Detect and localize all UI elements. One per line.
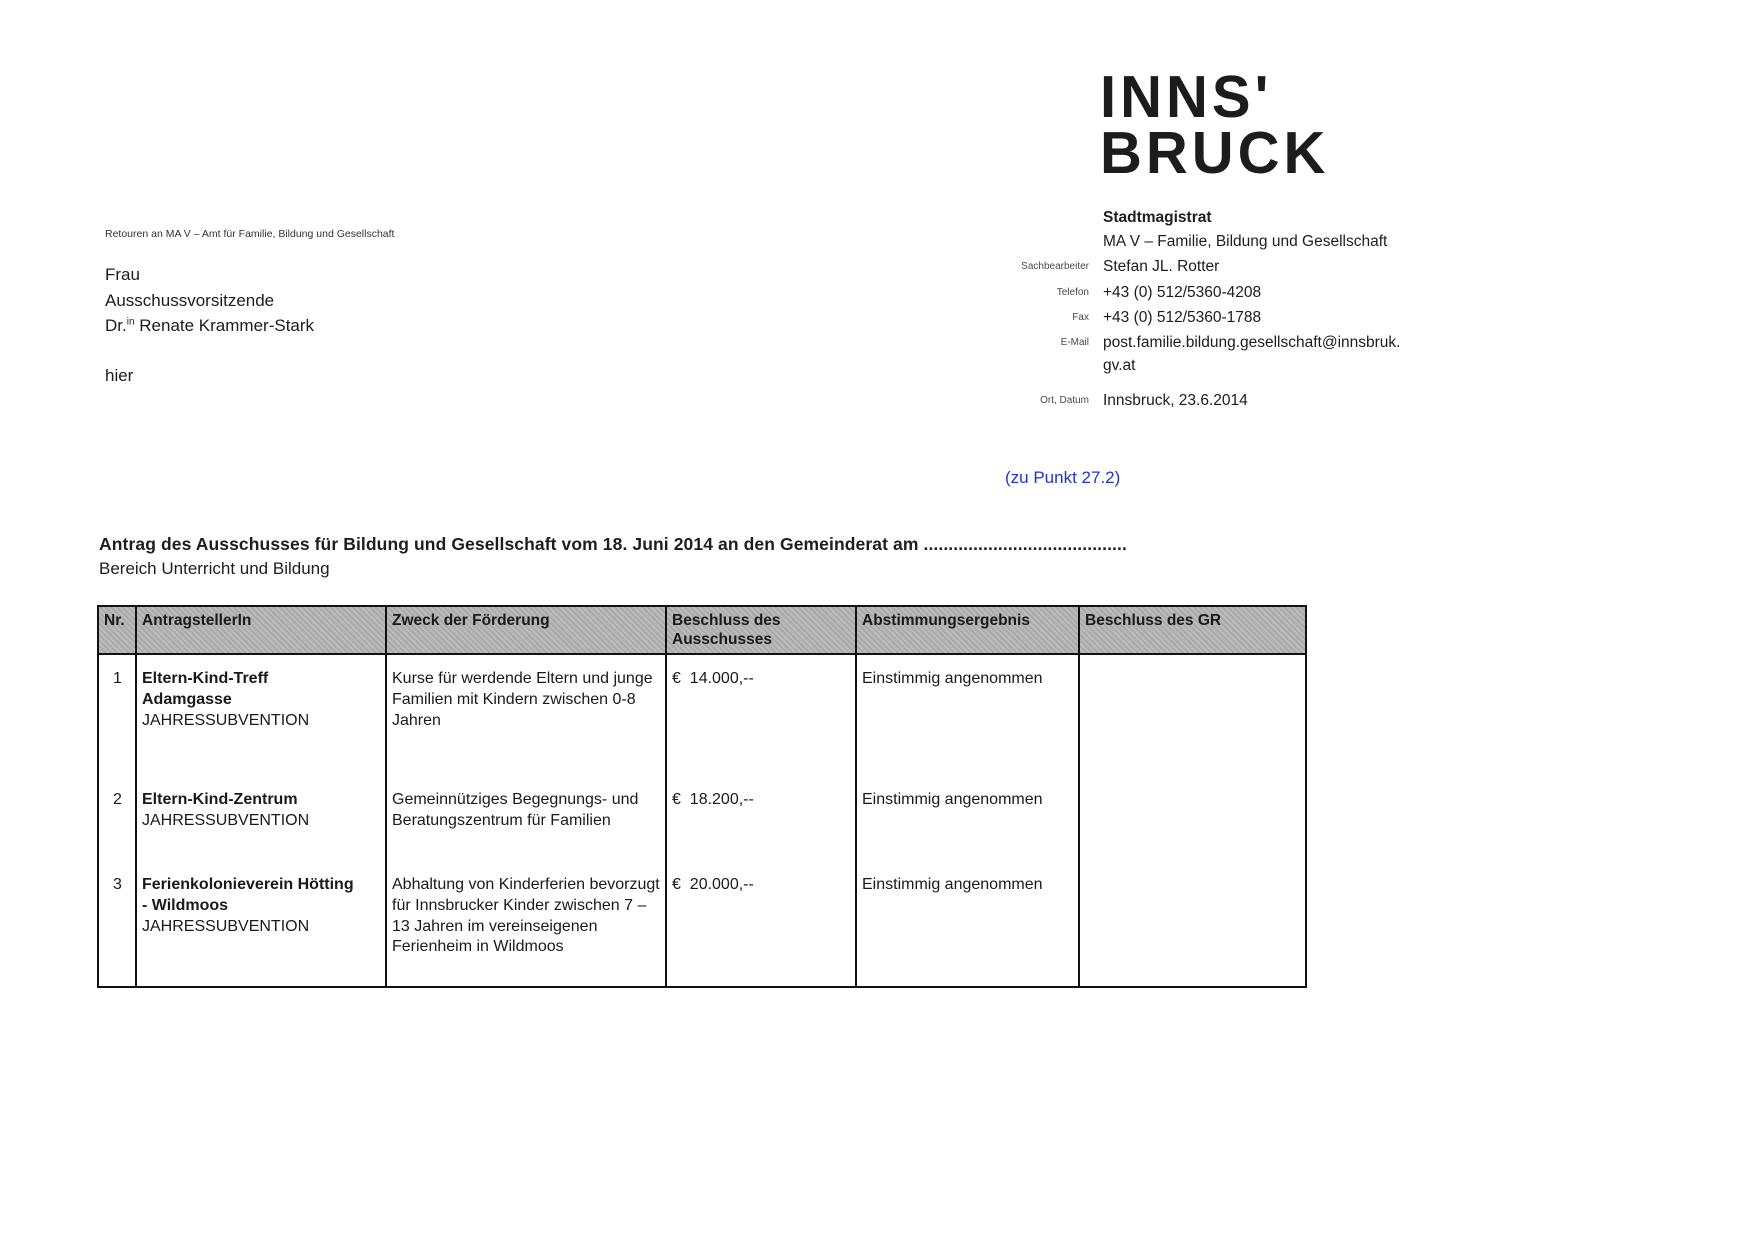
retouren-line: Retouren an MA V – Amt für Familie, Bildung und Gesellschaft	[105, 228, 395, 240]
cell-nr: 1	[98, 654, 136, 776]
subject-line-2: Bereich Unterricht und Bildung	[99, 559, 330, 578]
cell-nr: 3	[98, 861, 136, 987]
applicant-name: - Wildmoos	[142, 896, 229, 914]
funding-table-wrapper	[97, 605, 1307, 988]
cell-result: Einstimmig angenommen	[856, 861, 1079, 987]
subject-block	[99, 534, 1319, 579]
table-row	[98, 654, 1306, 776]
header-beschluss-ausschuss: Beschluss des Ausschusses	[666, 606, 856, 654]
applicant-name: Ferienkolonieverein Hötting	[142, 876, 354, 893]
funding-table	[97, 605, 1307, 988]
table-row	[98, 861, 1306, 987]
cell-result: Einstimmig angenommen	[856, 776, 1079, 861]
cell-zweck: Gemeinnütziges Begegnungs- und Beratungszentrum für Familien	[386, 776, 666, 861]
cell-gr	[1079, 861, 1306, 987]
recipient-role: Ausschussvorsitzende	[105, 290, 275, 310]
recipient-hier: hier	[105, 365, 134, 385]
sender-field-label: Fax	[1072, 311, 1089, 323]
applicant-subvention-type: JAHRESSUBVENTION	[142, 811, 310, 829]
sender-org: Stadtmagistrat	[1103, 209, 1212, 226]
header-antragsteller: AntragstellerIn	[136, 606, 386, 654]
cell-antragsteller	[136, 654, 386, 776]
sender-field-label: Telefon	[1056, 286, 1089, 298]
sender-field-value: +43 (0) 512/5360-4208	[1103, 283, 1262, 301]
cell-zweck: Kurse für werdende Eltern und junge Familien mit Kindern zwischen 0-8 Jahren	[386, 654, 666, 776]
header-abstimmungsergebnis: Abstimmungsergebnis	[856, 606, 1079, 654]
cell-amount: € 14.000,--	[666, 654, 856, 776]
cell-result: Einstimmig angenommen	[856, 654, 1079, 776]
logo-line-1: INNS'	[1100, 63, 1273, 131]
sender-field-value: +43 (0) 512/5360-1788	[1103, 308, 1262, 326]
logo-line-2: BRUCK	[1100, 119, 1330, 187]
applicant-subvention-type: JAHRESSUBVENTION	[142, 917, 310, 935]
applicant-name: Adamgasse	[142, 690, 232, 708]
subject-line-1: Antrag des Ausschusses für Bildung und Gesellschaft vom 18. Juni 2014 an den Gemeinderat am .........................................	[99, 534, 1127, 554]
applicant-name: Eltern-Kind-Treff	[142, 670, 269, 687]
sender-field-value: Innsbruck, 23.6.2014	[1103, 392, 1248, 410]
recipient-block	[105, 228, 625, 388]
cell-zweck: Abhaltung von Kinderferien bevorzugt für Innsbrucker Kinder zwischen 7 – 13 Jahren im vereinseigenen Ferienheim in Wildmoos	[386, 861, 666, 987]
cell-antragsteller	[136, 776, 386, 861]
sender-dept: MA V – Familie, Bildung und Gesellschaft	[1103, 233, 1388, 251]
sender-field-value: Stefan JL. Rotter	[1103, 258, 1220, 276]
recipient-name	[105, 313, 625, 339]
recipient-name-rest: Renate Krammer-Stark	[134, 316, 315, 335]
sender-field-label: Ort, Datum	[1040, 395, 1089, 407]
sender-block	[977, 206, 1429, 413]
sender-org-lines	[1103, 206, 1429, 254]
sender-fields	[977, 256, 1429, 413]
cell-amount: € 18.200,--	[666, 776, 856, 861]
sender-field-label: E-Mail	[1060, 337, 1089, 349]
cell-antragsteller	[136, 861, 386, 987]
cell-gr	[1079, 776, 1306, 861]
recipient-name-prefix: Dr.	[105, 316, 127, 335]
cell-nr: 2	[98, 776, 136, 861]
table-row	[98, 776, 1306, 861]
applicant-subvention-type: JAHRESSUBVENTION	[142, 711, 310, 729]
recipient-salutation: Frau	[105, 265, 140, 284]
recipient-name-sup: in	[126, 316, 135, 328]
table-header-row	[98, 606, 1306, 654]
cell-gr	[1079, 654, 1306, 776]
innsbruck-logo	[1100, 63, 1330, 187]
header-zweck: Zweck der Förderung	[386, 606, 666, 654]
reference-note: (zu Punkt 27.2)	[1005, 468, 1121, 487]
cell-amount: € 20.000,--	[666, 861, 856, 987]
applicant-name: Eltern-Kind-Zentrum	[142, 791, 298, 808]
sender-field-label: Sachbearbeiter	[1021, 261, 1089, 273]
sender-field-value: post.familie.bildung.gesellschaft@innsbruk. gv.at	[1103, 334, 1401, 374]
header-nr: Nr.	[98, 606, 136, 654]
header-beschluss-gr: Beschluss des GR	[1079, 606, 1306, 654]
